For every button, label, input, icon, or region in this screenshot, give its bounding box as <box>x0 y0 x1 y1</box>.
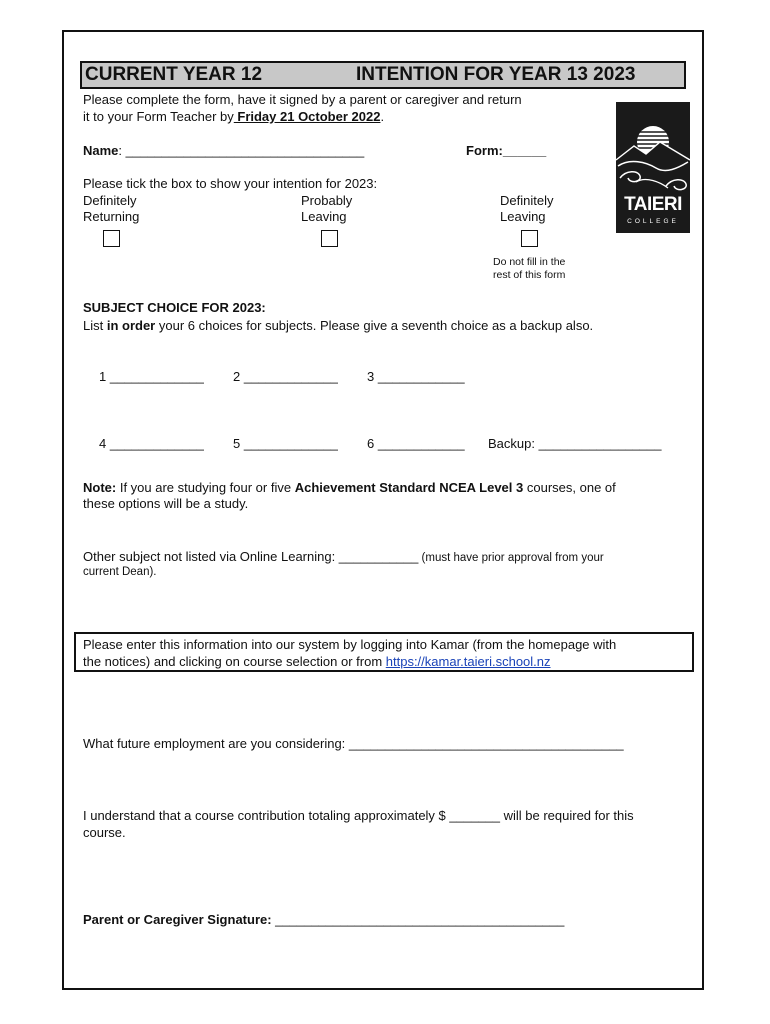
notice-line-2 <box>83 654 551 669</box>
checkbox-definitely-leaving[interactable] <box>521 230 538 247</box>
leaving-note-line1: Do not fill in the <box>493 256 566 268</box>
instr-prefix: List <box>83 318 107 333</box>
logo-name: TAIERI <box>624 194 682 215</box>
form-field[interactable]: Form:______ <box>466 143 547 158</box>
contribution-line-2: course. <box>83 825 126 840</box>
subject-choice-4[interactable]: 4 _____________ <box>99 436 204 451</box>
other-subject-text: Other subject not listed via Online Learning: ___________ <box>83 549 419 564</box>
subject-choice-1[interactable]: 1 _____________ <box>99 369 204 384</box>
option-probably-line1: Probably <box>301 193 353 208</box>
subject-choice-6[interactable]: 6 ____________ <box>367 436 465 451</box>
future-employment-field[interactable]: What future employment are you considering: ______________________________________ <box>83 736 624 751</box>
intro-line-2 <box>83 109 384 124</box>
intro-line-2-end: . <box>380 109 385 124</box>
title-current-year: CURRENT YEAR 12 <box>85 64 263 85</box>
instr-suffix: your 6 choices for subjects. Please give a seventh choice as a backup also. <box>155 318 594 333</box>
subject-choice-heading: SUBJECT CHOICE FOR 2023: <box>83 300 266 315</box>
leaving-note-line2: rest of this form <box>493 269 566 281</box>
signature-label: Parent or Caregiver Signature: <box>83 912 272 927</box>
note-label: Note: <box>83 480 117 495</box>
note-line-2: these options will be a study. <box>83 496 249 511</box>
other-subject-line-1[interactable] <box>83 549 604 564</box>
option-probably-line2: Leaving <box>301 209 347 224</box>
notice-line-2-text: the notices) and clicking on course selection or from <box>83 654 386 669</box>
contribution-line-1[interactable]: I understand that a course contribution totaling approximately $ _______ will be required for this <box>83 808 634 823</box>
subject-choice-backup[interactable]: Backup: _________________ <box>488 436 662 451</box>
subject-choice-5[interactable]: 5 _____________ <box>233 436 338 451</box>
signature-field[interactable] <box>83 912 564 927</box>
subject-choice-2[interactable]: 2 _____________ <box>233 369 338 384</box>
logo-subtitle: COLLEGE <box>627 218 679 225</box>
name-label: Name <box>83 143 119 158</box>
taieri-college-logo <box>616 102 690 233</box>
name-blank: : _________________________________ <box>118 143 365 158</box>
instr-bold: in order <box>106 318 156 333</box>
note-bold: Achievement Standard NCEA Level 3 <box>294 480 524 495</box>
checkbox-definitely-returning[interactable] <box>103 230 120 247</box>
option-returning-line1: Definitely <box>83 193 137 208</box>
intro-line-1: Please complete the form, have it signed by a parent or caregiver and return <box>83 92 522 107</box>
subject-choice-3[interactable]: 3 ____________ <box>367 369 465 384</box>
note-line-1 <box>83 480 616 495</box>
intro-line-2-text: it to your Form Teacher by <box>83 109 234 124</box>
title-intention: INTENTION FOR YEAR 13 2023 <box>356 64 636 85</box>
checkbox-probably-leaving[interactable] <box>321 230 338 247</box>
note-text-2: courses, one of <box>523 480 616 495</box>
other-subject-line-2: current Dean). <box>83 566 157 578</box>
subject-choice-instructions <box>83 318 593 333</box>
signature-blank: ________________________________________ <box>271 912 565 927</box>
other-subject-approval: (must have prior approval from your <box>418 552 604 564</box>
title-bar <box>80 61 686 89</box>
deadline-date: Friday 21 October 2022 <box>233 109 381 124</box>
note-text-1: If you are studying four or five <box>116 480 295 495</box>
option-returning-line2: Returning <box>83 209 140 224</box>
notice-line-1: Please enter this information into our system by logging into Kamar (from the homepage with <box>83 637 617 652</box>
option-leaving-line1: Definitely <box>500 193 554 208</box>
intention-prompt: Please tick the box to show your intention for 2023: <box>83 176 378 191</box>
kamar-link[interactable]: https://kamar.taieri.school.nz <box>385 654 551 669</box>
option-leaving-line2: Leaving <box>500 209 546 224</box>
name-field[interactable] <box>83 143 364 158</box>
